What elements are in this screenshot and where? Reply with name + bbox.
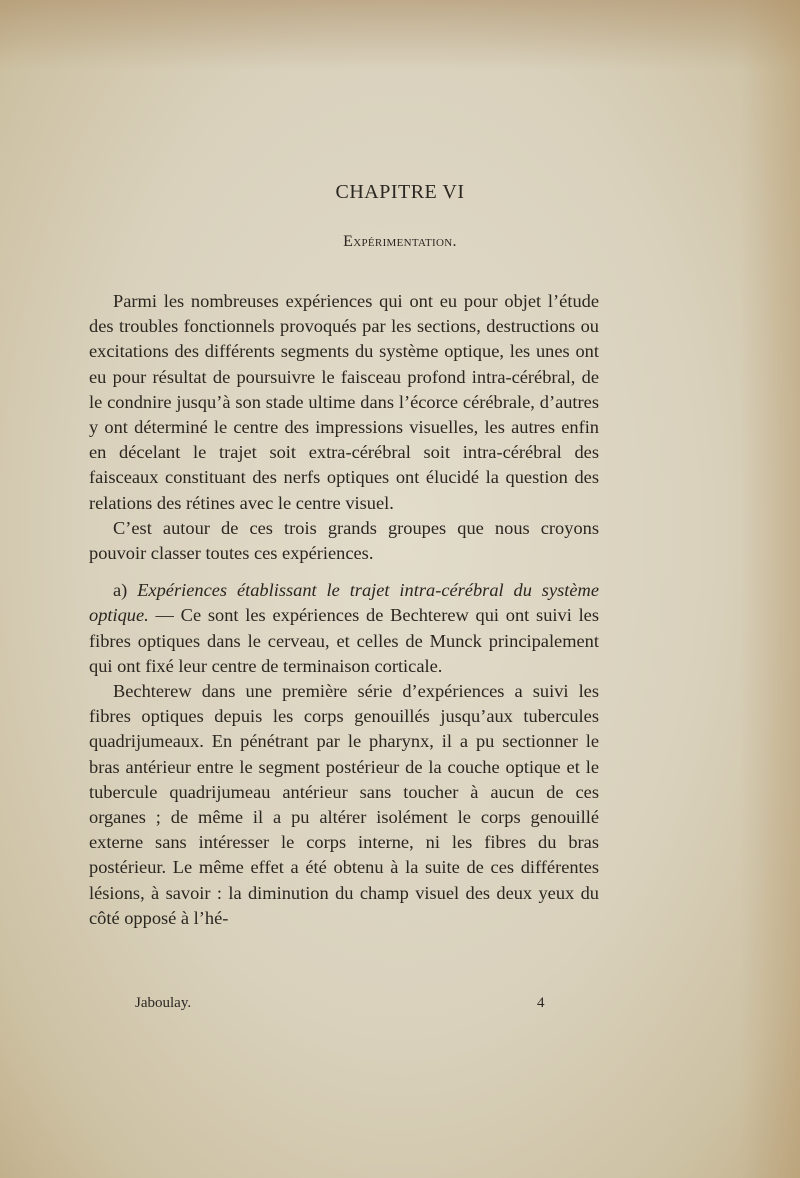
paragraph-3-prefix: a) [113,580,138,601]
paragraph-3-heading: Expériences établissant le trajet intra-cérébral du système optique. [89,580,599,626]
paragraph-1: Parmi les nombreuses expériences qui ont eu pour objet l’étude des troubles fonctionnels provoqués par les sections, destructions ou excitations des différents segments du système optique, les unes ont eu pour résultat de poursuivre le faisceau profond intra-cérébral, de le condnire jusqu’à son stade ultime dans l’écorce cérébrale, d’autres y ont déterminé le centre des impressions visuelles, les autres enfin en décelant le trajet soit extra-cérébral soit intra-cérébral des faisceaux constituant des nerfs optiques ont élucidé la question des relations des rétines avec le centre visuel. [89,291,599,513]
paragraph-3-text: — Ce sont les expériences de Bechterew qui ont suivi les fibres optiques dans le cerveau, et celles de Munck principalement qui ont fixé leur centre de terminaison corticale. [89,605,599,676]
section-title [0,233,800,251]
footer-signature-mark: 4 [537,995,545,1011]
body-text [89,289,599,931]
paragraph-3 [89,578,599,679]
paragraph-4: Bechterew dans une première série d’expériences a suivi les fibres optiques depuis les corps genouillés jusqu’aux tubercules quadrijumeaux. En pénétrant par le pharynx, il a pu sectionner le bras antérieur entre le segment postérieur de la couche optique et le tubercule quadrijumeau antérieur sans toucher à aucun de ces organes ; de même il a pu altérer isolément le corps genouillé externe sans intéresser le corps interne, ni les fibres du bras postérieur. Le même effet a été obtenu à la suite de ces différentes lésions, à savoir : la diminution du champ visuel des deux yeux du côté opposé à l’hé- [89,681,599,928]
section-title-text: Expérimentation. [343,233,457,250]
chapter-title: CHAPITRE VI [335,181,465,203]
footer-signature: Jaboulay. [135,995,192,1011]
paragraph-2: C’est autour de ces trois grands groupes que nous croyons pouvoir classer toutes ces expériences. [89,517,599,564]
